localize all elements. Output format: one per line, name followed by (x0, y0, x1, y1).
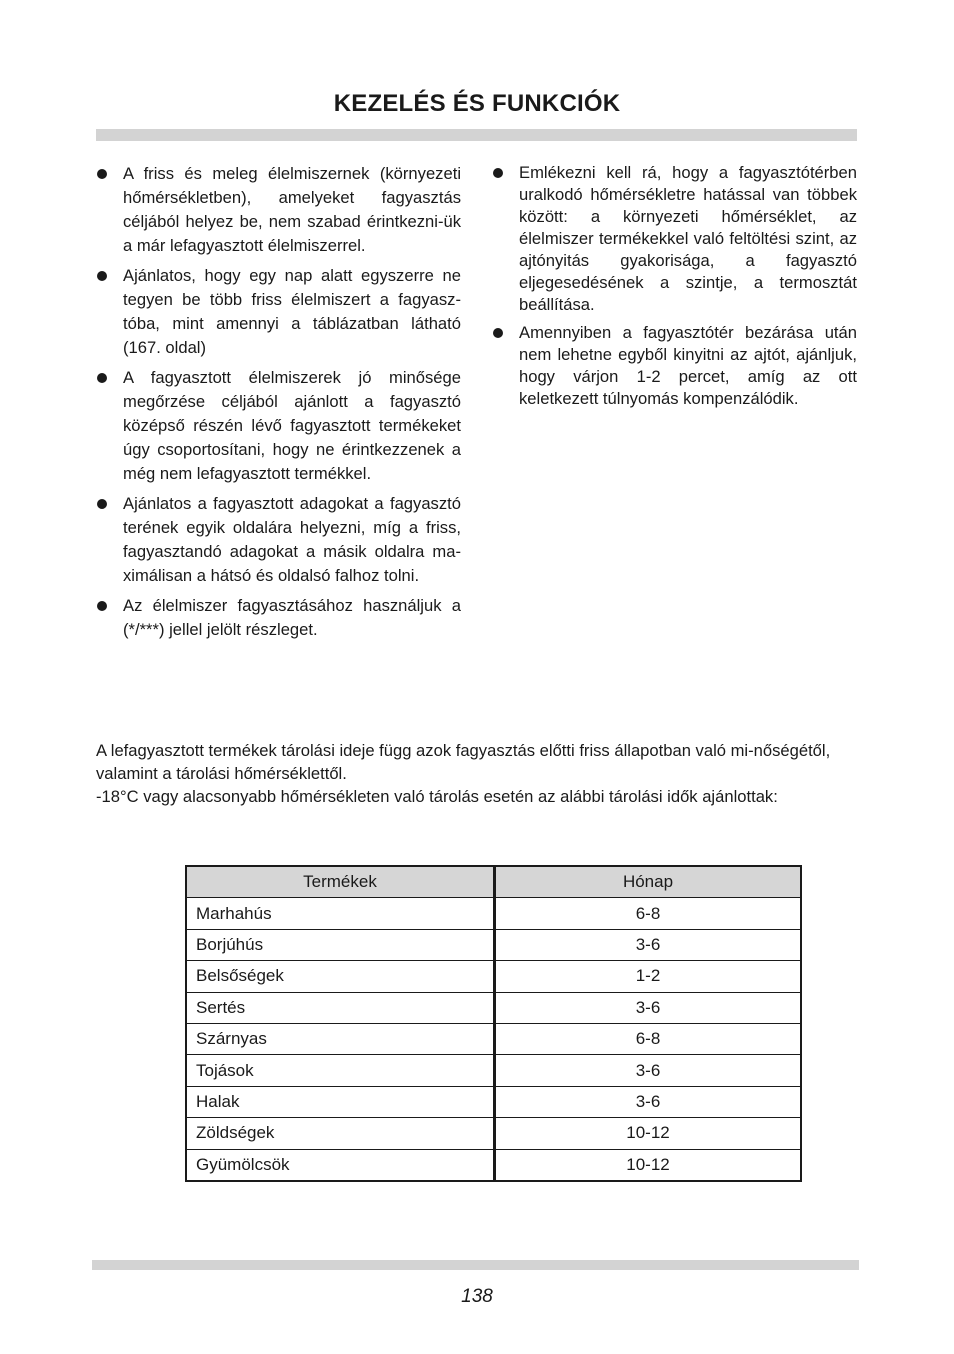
bullet-icon (97, 499, 107, 509)
bullet-icon (97, 169, 107, 179)
right-column (492, 162, 857, 416)
month-cell: 3-6 (495, 929, 802, 960)
storage-time-table (185, 865, 802, 1182)
bullet-icon (97, 373, 107, 383)
month-cell: 10-12 (495, 1118, 802, 1149)
header-divider (96, 129, 857, 141)
product-cell: Szárnyas (186, 1023, 495, 1054)
left-column (96, 162, 461, 648)
table-header-row (186, 866, 801, 898)
product-cell: Gyümölcsök (186, 1149, 495, 1181)
product-cell: Tojások (186, 1055, 495, 1086)
product-cell: Sertés (186, 992, 495, 1023)
list-item: Az élelmiszer fagyasztásához használjuk a (*/***) jellel jelölt részleget. (96, 594, 461, 642)
column-header-products: Termékek (186, 866, 495, 898)
product-cell: Marhahús (186, 898, 495, 929)
list-item: A fagyasztott élelmiszerek jó minősége megőrzése céljából ajánlott a fagyasztó középső részén lévő fagyasztott termékeket úgy csoportosítani, hogy ne érintkezzenek a még nem lefagyasztott termékkel. (96, 366, 461, 486)
product-cell: Zöldségek (186, 1118, 495, 1149)
page-title: KEZELÉS ÉS FUNKCIÓK (333, 90, 621, 117)
footer-divider (92, 1260, 859, 1270)
column-header-months: Hónap (495, 866, 802, 898)
table-row (186, 929, 801, 960)
table-row (186, 961, 801, 992)
list-item: A friss és meleg élelmiszernek (környezeti hőmérsékletben), amelyeket fagyasztás céljából helyez be, nem szabad érintkezni-ük a már lefagyasztott élelmiszerrel. (96, 162, 461, 258)
storage-intro (96, 739, 856, 808)
bullet-icon (97, 271, 107, 281)
month-cell: 1-2 (495, 961, 802, 992)
month-cell: 6-8 (495, 1023, 802, 1054)
list-item: Emlékezni kell rá, hogy a fagyasztótérben uralkodó hőmérsékletre hatással van többek között: a környezeti hőmérséklet, az élelmiszer termékekkel való feltöltési szint, az ajtónyitás gyakorisága, a fagyasztó eljegesedésének a szintje, a termosztát beállítása. (492, 162, 857, 316)
bullet-icon (97, 601, 107, 611)
product-cell: Halak (186, 1086, 495, 1117)
month-cell: 3-6 (495, 992, 802, 1023)
list-item: Ajánlatos, hogy egy nap alatt egyszerre ne tegyen be több friss élelmiszert a fagyasz-tóba, mint amennyi a táblázatban látható (167. oldal) (96, 264, 461, 360)
page-number: 138 (461, 1286, 493, 1307)
product-cell: Belsőségek (186, 961, 495, 992)
bullet-icon (493, 168, 503, 178)
table-row (186, 1055, 801, 1086)
month-cell: 10-12 (495, 1149, 802, 1181)
month-cell: 3-6 (495, 1086, 802, 1117)
month-cell: 6-8 (495, 898, 802, 929)
table-row (186, 1149, 801, 1181)
list-item: Amennyiben a fagyasztótér bezárása után nem lehetne egyből kinyitni az ajtót, ajánljuk, hogy várjon 1-2 percet, amíg az ott keletkezett túlnyomás kompenzálódik. (492, 322, 857, 410)
bullet-icon (493, 328, 503, 338)
list-item: Ajánlatos a fagyasztott adagokat a fagyasztó terének egyik oldalára helyezni, míg a friss, fagyasztandó adagokat a másik oldalra ma-ximálisan a hátsó és oldalsó falhoz tolni. (96, 492, 461, 588)
month-cell: 3-6 (495, 1055, 802, 1086)
table-row (186, 898, 801, 929)
table-row (186, 992, 801, 1023)
intro-line-1: A lefagyasztott termékek tárolási ideje függ azok fagyasztás előtti friss állapotban való mi-nőségétől, valamint a tárolási hőmérséklettől. (96, 741, 831, 783)
table-row (186, 1086, 801, 1117)
table-row (186, 1118, 801, 1149)
intro-line-2: -18°C vagy alacsonyabb hőmérsékleten való tárolás esetén az alábbi tárolási idők ajánlottak: (96, 787, 778, 806)
table-row (186, 1023, 801, 1054)
product-cell: Borjúhús (186, 929, 495, 960)
